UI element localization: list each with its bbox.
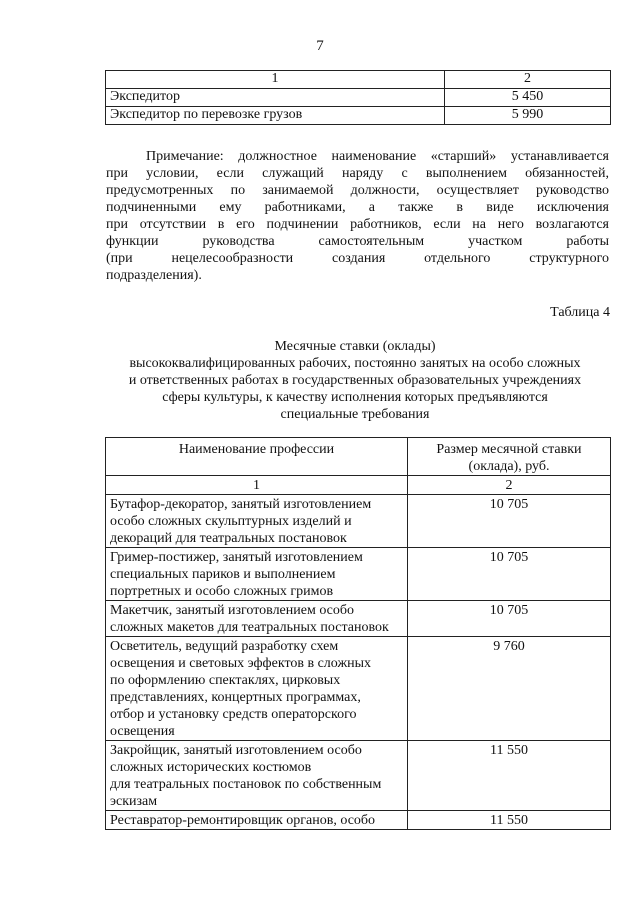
- heading-line: Месячные ставки (оклады): [274, 339, 436, 354]
- column-number: 1: [106, 71, 445, 89]
- rate-value: 11 550: [408, 811, 611, 830]
- profession-name-line: портретных и особо сложных гримов: [110, 584, 334, 599]
- column-number: 2: [408, 476, 611, 495]
- profession-name: Экспедитор по перевозке грузов: [106, 107, 445, 125]
- note-line: (при нецелесообразности создания отдельного структурного: [106, 251, 609, 266]
- profession-name-line: отбор и установку средств операторского: [110, 707, 357, 722]
- profession-name-line: освещения: [110, 724, 175, 739]
- profession-name-line: сложных макетов для театральных постановок: [110, 620, 389, 635]
- table-body: [106, 495, 611, 830]
- profession-name: [106, 811, 408, 830]
- profession-name-line: Реставратор-ремонтировщик органов, особо: [110, 813, 376, 828]
- note-line: при отсутствии в его подчинении работников, если на него возлагаются: [106, 217, 609, 232]
- profession-name: [106, 495, 408, 548]
- profession-name: [106, 601, 408, 637]
- column-number-row: [106, 476, 611, 495]
- table-row: [106, 548, 611, 601]
- profession-name-line: специальных париков и выполнением: [110, 567, 336, 582]
- profession-name-line: Гример-постижер, занятый изготовлением: [110, 550, 363, 565]
- table-row: [106, 637, 611, 741]
- column-number: 1: [106, 476, 408, 495]
- note-line: подразделения).: [106, 268, 202, 283]
- table-header-row: [106, 71, 611, 89]
- heading-line: высококвалифицированных рабочих, постоянно занятых на особо сложных: [129, 356, 581, 371]
- rate-value: 9 760: [408, 637, 611, 741]
- note-line: предусмотренных по занимаемой должности, осуществляет руководство: [106, 183, 609, 198]
- profession-name-line: Макетчик, занятый изготовлением особо: [110, 603, 355, 618]
- continued-rates-table: [105, 70, 611, 125]
- profession-name-line: особо сложных скульптурных изделий и: [110, 514, 352, 529]
- note-line: подчиненными ему работниками, а также в виде исключения: [106, 200, 609, 215]
- profession-name-line: по оформлению спектаклях, цирковых: [110, 673, 341, 688]
- note-paragraph: [106, 148, 609, 284]
- heading-line: специальные требования: [280, 407, 430, 422]
- table-label: Таблица 4: [550, 305, 610, 320]
- profession-name: [106, 637, 408, 741]
- profession-name-line: для театральных постановок по собственным: [110, 777, 382, 792]
- table-row: [106, 495, 611, 548]
- rate-value: 10 705: [408, 495, 611, 548]
- profession-name-line: Осветитель, ведущий разработку схем: [110, 639, 339, 654]
- note-line: функции руководства самостоятельным участком работы: [106, 234, 609, 249]
- rate-value: 10 705: [408, 601, 611, 637]
- heading-line: сферы культуры, к качеству исполнения которых предъявляются: [162, 390, 548, 405]
- table-heading: [90, 338, 620, 423]
- table-header-row: [106, 438, 611, 476]
- note-line: Примечание: должностное наименование «старший» устанавливается: [146, 149, 609, 164]
- profession-name-line: освещения и световых эффектов в сложных: [110, 656, 372, 671]
- profession-column-header: Наименование профессии: [106, 438, 408, 476]
- table-row: [106, 601, 611, 637]
- profession-name-line: Бутафор-декоратор, занятый изготовлением: [110, 497, 372, 512]
- table-row: [106, 89, 611, 107]
- rate-value: 10 705: [408, 548, 611, 601]
- table-row: [106, 107, 611, 125]
- rate-value: 11 550: [408, 741, 611, 811]
- profession-name: Экспедитор: [106, 89, 445, 107]
- column-number: 2: [445, 71, 611, 89]
- rate-column-header: Размер месячной ставки (оклада), руб.: [408, 438, 611, 476]
- monthly-rates-table: [105, 437, 611, 830]
- profession-name-line: декораций для театральных постановок: [110, 531, 347, 546]
- rate-value: 5 450: [445, 89, 611, 107]
- heading-line: и ответственных работах в государственных образовательных учреждениях: [128, 373, 582, 388]
- profession-name-line: представлениях, концертных программах,: [110, 690, 361, 705]
- table-row: [106, 811, 611, 830]
- profession-name-line: сложных исторических костюмов: [110, 760, 312, 775]
- profession-name: [106, 548, 408, 601]
- profession-name: [106, 741, 408, 811]
- profession-name-line: эскизам: [110, 794, 158, 809]
- profession-name-line: Закройщик, занятый изготовлением особо: [110, 743, 362, 758]
- page-number: 7: [316, 38, 324, 54]
- table-row: [106, 741, 611, 811]
- note-line: при условии, если служащий наряду с выполнением обязанностей,: [106, 166, 609, 181]
- rate-value: 5 990: [445, 107, 611, 125]
